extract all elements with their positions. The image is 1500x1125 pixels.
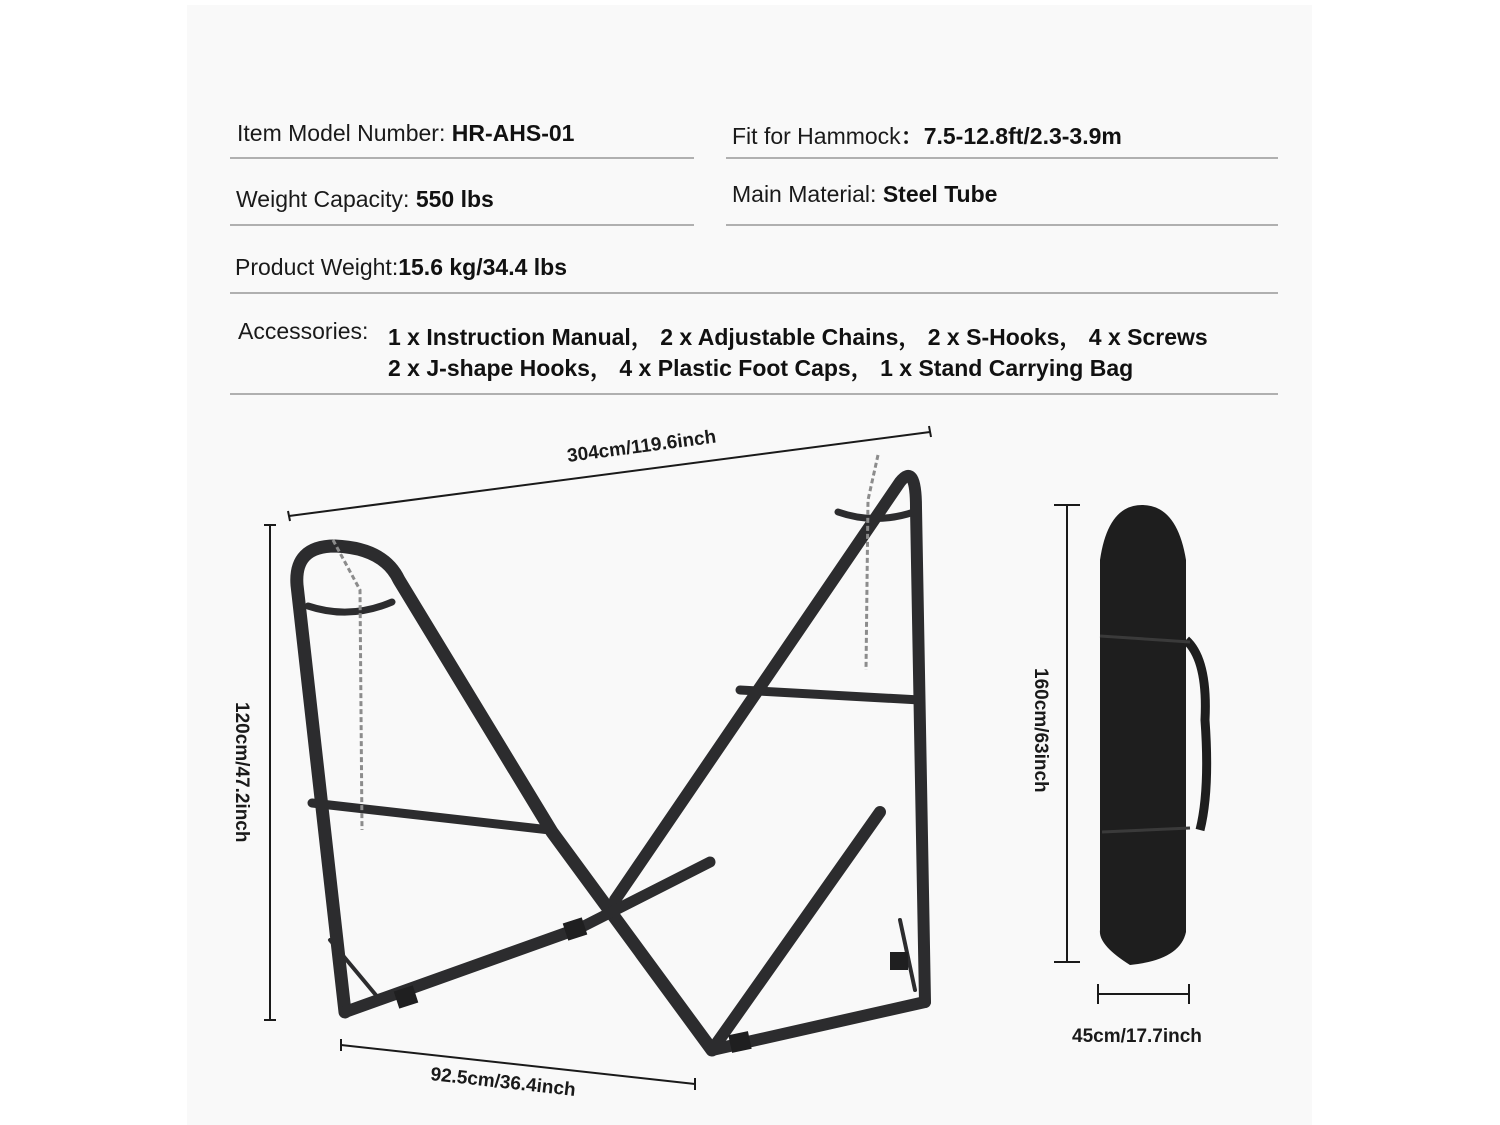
accessories-label: Accessories: [238, 318, 369, 344]
product-weight-value: 15.6 kg/34.4 lbs [398, 254, 567, 280]
weight-capacity-value: 550 lbs [415, 186, 494, 212]
accessories-line-1: 1 x Instruction Manual， 2 x Adjustable Chains， 2 x S-Hooks， 4 x Screws [388, 324, 1208, 350]
bag-width-dimension-label: 45cm/17.7inch [1072, 1026, 1202, 1047]
height-dimension-label: 120cm/47.2inch [231, 702, 252, 843]
accessories-line-2: 2 x J-shape Hooks， 4 x Plastic Foot Caps， 1 x Stand Carrying Bag [388, 355, 1134, 381]
length-dimension-label: 304cm/119.6inch [565, 426, 718, 467]
model-number-value: HR-AHS-01 [451, 120, 575, 146]
depth-dimension-label: 92.5cm/36.4inch [429, 1064, 577, 1101]
bag-length-dimension-label: 160cm/63inch [1030, 668, 1051, 793]
main-material-label: Main Material: [732, 181, 883, 207]
model-number-label: Item Model Number: [237, 120, 452, 146]
carrying-bag [1100, 505, 1207, 965]
foot-caps [394, 917, 908, 1053]
weight-capacity-label: Weight Capacity: [236, 186, 416, 212]
hammock-stand-frame [297, 476, 925, 1050]
product-weight-label: Product Weight: [235, 254, 399, 280]
main-material-value: Steel Tube [882, 181, 998, 207]
fit-hammock-label: Fit for Hammock [732, 123, 901, 149]
fit-hammock-value: ：7.5-12.8ft/2.3-3.9m [900, 123, 1122, 149]
